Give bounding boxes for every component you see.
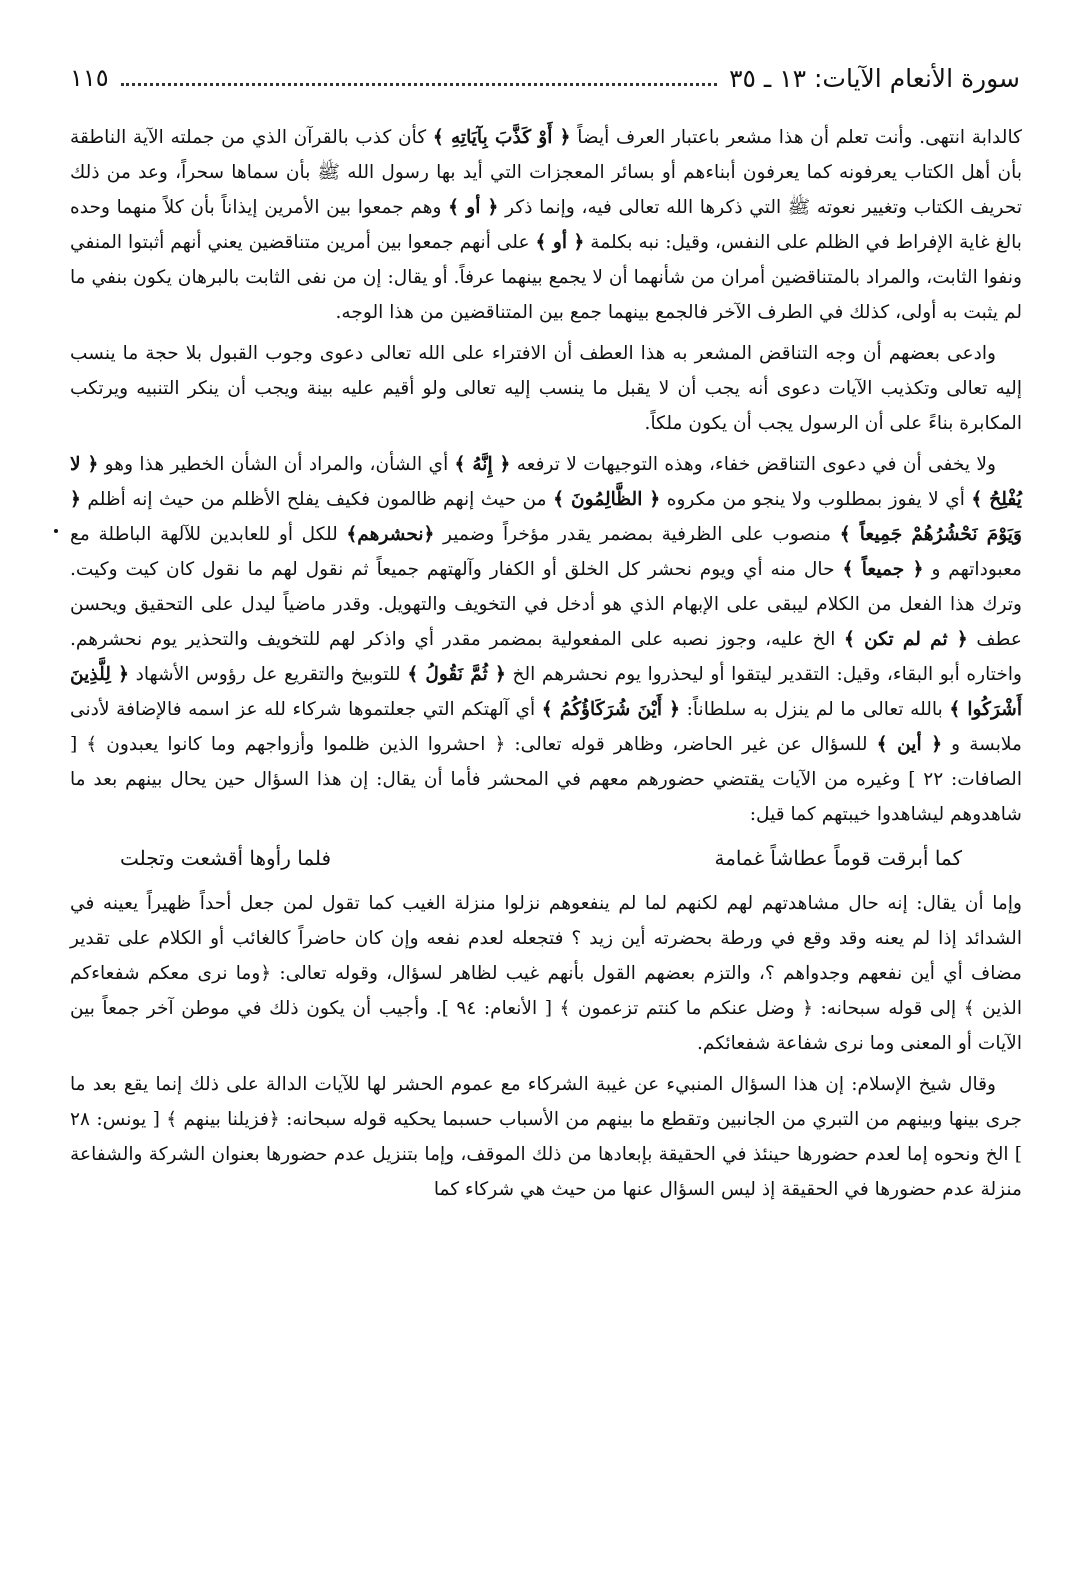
quran-quote: ﴿ جميعاً ﴾ bbox=[842, 559, 924, 580]
text-run: للسؤال عن غير الحاضر، وظاهر قوله تعالى: bbox=[505, 734, 877, 755]
paragraphs-after-verse bbox=[70, 886, 1022, 1207]
quran-quote: ﴿ أَيْنَ شُرَكَاؤُكُمُ ﴾ bbox=[541, 699, 681, 720]
quran-quote: ﴿ أو ﴾ bbox=[448, 197, 499, 218]
text-run: وهم جمعوا بين الأمرين إيذاناً بأن كلاً منهما وحده بالغ غاية الإفراط في الظلم على النفس، وقيل: نبه بكلمة bbox=[70, 197, 1022, 253]
text-run: على أنهم جمعوا بين أمرين متناقضين يعني أنهم أثبتوا المنفي ونفوا الثابت، والمراد بالمتناقضين أمران من شأنهما أن لا يجمع بينهما عرفاً. أو يقال: إن من نفى الثابت بالبرهان يكون بنفي ما لم يثبت به أولى، كذلك في الطرف الآخر فالجمع بينهما جمع بين المتناقضين من هذا الوجه. bbox=[70, 232, 1022, 323]
quran-quote: ﴿ إِنَّهُ ﴾ bbox=[454, 454, 511, 475]
dotted-leader bbox=[121, 83, 717, 86]
quran-quote: ﴿ أين ﴾ bbox=[876, 734, 943, 755]
quran-quote: ﴿ وَيَوْمَ نَحْشُرُهُمْ جَمِيعاً ﴾ bbox=[70, 489, 1023, 545]
quran-quote: ﴿ ثم لم تكن ﴾ bbox=[844, 629, 968, 650]
text-run: أي آلهتكم التي جعلتموها شركاء لله عز اسمه فالإضافة لأدنى ملابسة و bbox=[70, 699, 1022, 755]
page-body bbox=[70, 120, 1022, 1213]
text-run: وإما أن يقال: إنه حال مشاهدتهم لهم لكنهم لما لم ينفعوهم نزلوا منزلة الغيب كما تقول لمن جعل أحداً ظهيراً يعينه في الشدائد إذا لم يعنه وقد وقع في ورطة بحضرته أين زيد ؟ فتجعله لعدم نفعه وإن كان حاضراً كالغائب أو الكلام على تقدير مضاف أي أين نفعهم وجدواهم ؟، والتزم بعضهم القول بأنهم غيب لظاهر لسؤال، وقوله تعالى: bbox=[70, 893, 1022, 984]
quran-quote: ﴿ لِلَّذِينَ أَشْرَكُوا ﴾ bbox=[70, 664, 1022, 720]
text-run: بالله تعالى ما لم ينزل به سلطاناً: bbox=[680, 699, 950, 720]
text-run: أي لا يفوز بمطلوب ولا ينجو من مكروه bbox=[660, 489, 972, 510]
text-run: منصوب على الظرفية بمضمر يقدر مؤخراً وضمير bbox=[434, 524, 840, 545]
text-run: الخ عليه، وجوز نصبه على المفعولية بمضمر مقدر أي واذكر لهم للتخويف والتحذير يوم نحشرهم. واختاره أبو البقاء، وقيل: التقدير ليتقوا أو ليحذروا يوم نحشرهم الخ bbox=[70, 629, 1022, 685]
text-run: من حيث إنهم ظالمون فكيف يفلح الأظلم من حيث إنه أظلم bbox=[80, 489, 554, 510]
paragraph bbox=[70, 120, 1022, 330]
poetry-verse bbox=[70, 838, 1022, 878]
text-run: وقال شيخ الإسلام: إن هذا السؤال المنبيء عن غيبة الشركاء مع عموم الحشر لها للآيات الدالة على ذلك إنما يقع بعد ما جرى بينها وبينهم من التبري من الجانبين وتقطع ما بينهم من الأسباب حسبما يحكيه قوله سبحانه: bbox=[70, 1074, 1022, 1130]
paragraph bbox=[70, 886, 1022, 1061]
text-run: إلى قوله سبحانه: bbox=[813, 998, 964, 1019]
text-run: [ يونس: ٢٨ ] الخ ونحوه إما لعدم حضورها حينئذ في الحقيقة بإبعادها من ذلك الموقف، وإما بتنزيل عدم حضورها بعنوان الشركة والشفاعة منزلة عدم حضورها في الحقيقة إذ ليس السؤال عنها من حيث هي شركاء كما bbox=[70, 1109, 1022, 1200]
quran-quote: ﴿نحشرهم﴾ bbox=[346, 524, 435, 545]
text-run: حال منه أي ويوم نحشر كل الخلق أو الكفار وآلهتهم جميعاً ثم نقول لهم ما نقول كان كيت وكيت. وترك هذا الفعل من الكلام ليبقى على الإبهام الذي هو أدخل في التخويف والتهويل. وقدر ماضياً ليدل على التحقيق ويحسن عطف bbox=[70, 559, 1023, 650]
text-run: ولا يخفى أن في دعوى التناقض خفاء، وهذه التوجيهات لا ترفعه bbox=[510, 454, 996, 475]
verse-second-hemistich: فلما رأوها أقشعت وتجلت bbox=[120, 846, 332, 870]
paragraph bbox=[70, 336, 1022, 441]
page-header bbox=[70, 58, 1020, 98]
text-run: ﴿ وضل عنكم ما كنتم تزعمون ﴾ bbox=[559, 998, 813, 1019]
text-run: ﴿وما نرى معكم شفعاءكم الذين ﴾ bbox=[70, 963, 1023, 1019]
text-run: للتوبيخ والتقريع عل رؤوس الأشهاد bbox=[128, 664, 408, 685]
paragraph bbox=[70, 1067, 1022, 1207]
text-run: [ الصافات: ٢٢ ] وغيره من الآيات يقتضي حضورهم معهم في المحشر فأما أن يقال: إن هذا السؤال حين يحال بينهم بعد ما شاهدوهم ليشاهدوا خيبتهم كما قيل: bbox=[70, 734, 1022, 825]
text-run: وادعى بعضهم أن وجه التناقض المشعر به هذا العطف أن الافتراء على الله تعالى دعوى وجوب القبول بلا حجة ما ينسب إليه تعالى وتكذيب الآيات دعوى أنه يجب أن لا يقبل ما ينسب إليه تعالى ولو أقيم عليه بينة ويجب أن ينكر التنبيه ويرتكب المكابرة بناءً على أن الرسول يجب أن يكون ملكاً. bbox=[70, 343, 1022, 434]
margin-dot bbox=[54, 529, 58, 533]
quran-quote: ﴿ أَوْ كَذَّبَ بِآيَاتِهِ ﴾ bbox=[432, 127, 571, 148]
running-title: سورة الأنعام الآيات: ١٣ ـ ٣٥ bbox=[729, 63, 1020, 93]
paragraphs-before-verse bbox=[70, 120, 1022, 832]
paragraph bbox=[70, 447, 1022, 832]
quran-quote: ﴿ لا يُفْلِحُ ﴾ bbox=[70, 454, 1022, 510]
page-number: ١١٥ bbox=[70, 64, 109, 92]
quran-quote: ﴿ أو ﴾ bbox=[535, 232, 585, 253]
text-run: كأن كذب بالقرآن الذي من جملته الآية الناطقة بأن أهل الكتاب يعرفونه كما يعرفون أبناءهم أو بسائر المعجزات التي أيد بها رسول الله ﷺ بأن سماها سحراً، وعد من ذلك تحريف الكتاب وتغيير نعوته ﷺ التي ذكرها الله تعالى فيه، وإنما ذكر bbox=[70, 127, 1022, 218]
text-run: [ الأنعام: ٩٤ ]. وأجيب أن يكون ذلك في موطن آخر جمعاً بين الآيات أو المعنى وما نرى شفاعة شفعائكم. bbox=[70, 998, 1022, 1054]
quran-quote: ﴿ الظَّالِمُونَ ﴾ bbox=[553, 489, 661, 510]
text-run: ﴿ احشروا الذين ظلموا وأزواجهم وما كانوا يعبدون ﴾ bbox=[86, 734, 506, 755]
text-run: أي الشأن، والمراد أن الشأن الخطير هذا وهو bbox=[98, 454, 455, 475]
text-run: للكل أو للعابدين للآلهة الباطلة مع معبوداتهم و bbox=[70, 524, 1022, 580]
quran-quote: ﴿ ثُمَّ نَقُولُ ﴾ bbox=[407, 664, 506, 685]
verse-first-hemistich: كما أبرقت قوماً عطاشاً غمامة bbox=[714, 846, 962, 870]
text-run: كالدابة انتهى. وأنت تعلم أن هذا مشعر باعتبار العرف أيضاً bbox=[570, 127, 1022, 148]
text-run: ﴿فزيلنا بينهم ﴾ bbox=[166, 1109, 280, 1130]
